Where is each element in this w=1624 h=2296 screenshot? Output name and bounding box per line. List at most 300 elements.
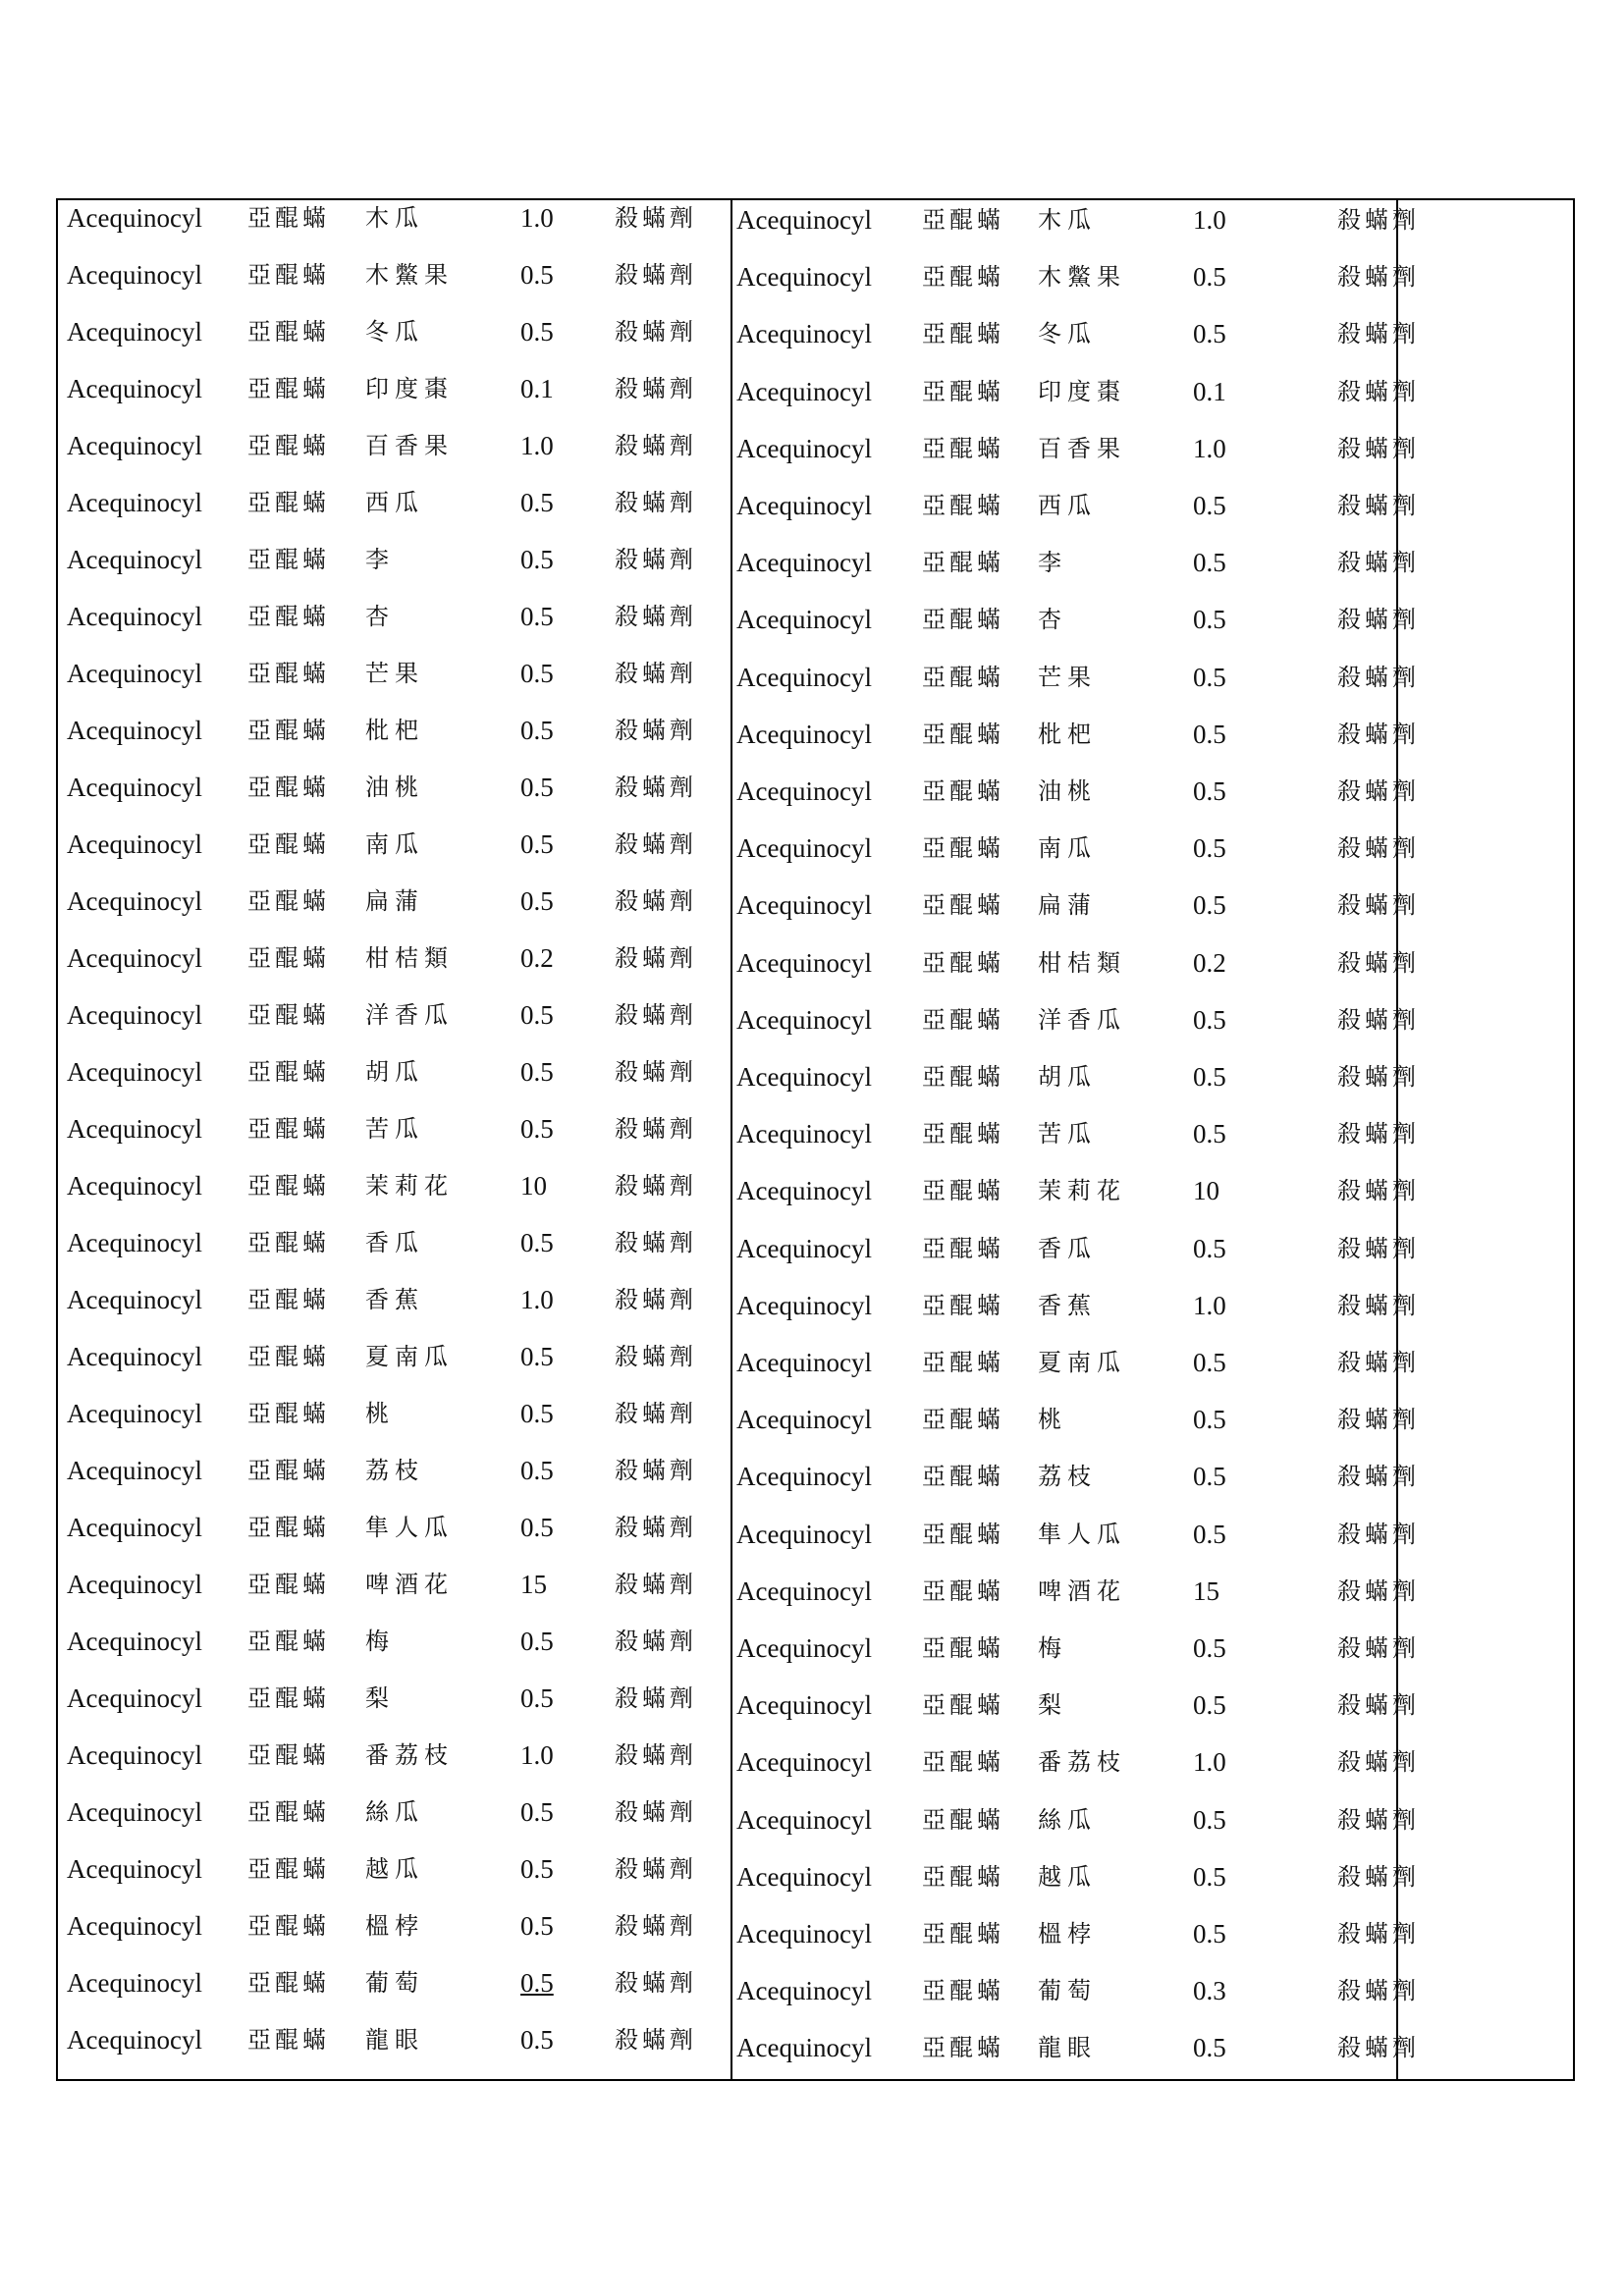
mrl-value: 0.5 — [1193, 1062, 1226, 1092]
mrl-value: 0.5 — [1193, 2033, 1226, 2063]
pesticide-name-zh: 亞醌蟎 — [922, 1520, 1004, 1548]
pesticide-type: 殺蟎劑 — [615, 1628, 697, 1655]
pesticide-name: Acequinocyl — [67, 1968, 202, 1998]
pesticide-name-zh: 亞醌蟎 — [247, 1001, 330, 1029]
pesticide-name: Acequinocyl — [67, 943, 202, 973]
pesticide-type: 殺蟎劑 — [615, 603, 697, 630]
table-row — [58, 312, 730, 351]
table-row — [732, 257, 1420, 296]
table-row — [58, 1337, 730, 1376]
pesticide-name: Acequinocyl — [67, 829, 202, 859]
crop-name: 荔枝 — [365, 1457, 424, 1484]
table-row — [732, 1629, 1420, 1668]
crop-name: 龍眼 — [1038, 2034, 1097, 2062]
mrl-value: 15 — [520, 1570, 547, 1599]
pesticide-name: Acequinocyl — [67, 1285, 202, 1314]
pesticide-name-zh: 亞醌蟎 — [247, 1286, 330, 1313]
pesticide-name: Acequinocyl — [736, 491, 872, 520]
table-row — [732, 1857, 1420, 1896]
pesticide-type: 殺蟎劑 — [615, 1741, 697, 1769]
pesticide-name: Acequinocyl — [67, 260, 202, 290]
pesticide-name-zh: 亞醌蟎 — [922, 720, 1004, 748]
table-row — [732, 1171, 1420, 1210]
mrl-value: 0.5 — [520, 1399, 554, 1428]
table-row — [732, 1914, 1420, 1953]
pesticide-type: 殺蟎劑 — [615, 1798, 697, 1826]
table-row — [732, 943, 1420, 983]
pesticide-name-zh: 亞醌蟎 — [922, 1634, 1004, 1662]
crop-name: 杏 — [1038, 606, 1067, 634]
pesticide-type: 殺蟎劑 — [1337, 377, 1420, 405]
pesticide-type: 殺蟎劑 — [1337, 1063, 1420, 1091]
pesticide-type: 殺蟎劑 — [1337, 948, 1420, 977]
pesticide-name-zh: 亞醌蟎 — [922, 549, 1004, 577]
mrl-value: 0.5 — [520, 1342, 554, 1371]
mrl-value: 0.5 — [1193, 605, 1226, 635]
pesticide-name-zh: 亞醌蟎 — [247, 1684, 330, 1712]
mrl-value: 0.5 — [520, 1000, 554, 1030]
pesticide-type: 殺蟎劑 — [1337, 606, 1420, 634]
table-row — [58, 768, 730, 807]
pesticide-type: 殺蟎劑 — [1337, 434, 1420, 462]
crop-name: 洋香瓜 — [365, 1001, 454, 1029]
pesticide-name: Acequinocyl — [736, 1348, 872, 1377]
pesticide-name-zh: 亞醌蟎 — [247, 1571, 330, 1598]
crop-name: 冬瓜 — [1038, 320, 1097, 348]
pesticide-type: 殺蟎劑 — [615, 887, 697, 915]
table-row — [732, 1114, 1420, 1153]
pesticide-type: 殺蟎劑 — [615, 1229, 697, 1256]
pesticide-type: 殺蟎劑 — [1337, 891, 1420, 920]
crop-name: 荔枝 — [1038, 1463, 1097, 1491]
pesticide-name: Acequinocyl — [736, 1804, 872, 1835]
pesticide-name: Acequinocyl — [67, 203, 202, 233]
pesticide-name-zh: 亞醌蟎 — [922, 1862, 1004, 1891]
mrl-value: 0.5 — [520, 1627, 554, 1656]
mrl-value: 0.5 — [520, 1228, 554, 1257]
pesticide-name-zh: 亞醌蟎 — [922, 1177, 1004, 1205]
mrl-value: 15 — [1193, 1575, 1219, 1606]
mrl-value: 0.3 — [1193, 1976, 1226, 2006]
crop-name: 木鱉果 — [365, 261, 454, 289]
crop-name: 梨 — [365, 1684, 395, 1712]
pesticide-name: Acequinocyl — [67, 1228, 202, 1257]
mrl-value: 1.0 — [1193, 205, 1226, 235]
pesticide-name: Acequinocyl — [67, 1854, 202, 1884]
table-row — [58, 881, 730, 921]
pesticide-name-zh: 亞醌蟎 — [247, 1514, 330, 1541]
table-row — [58, 1451, 730, 1490]
pesticide-name-zh: 亞醌蟎 — [922, 1748, 1004, 1777]
crop-name: 香蕉 — [365, 1286, 424, 1313]
mrl-value: 0.5 — [520, 1456, 554, 1485]
pesticide-type: 殺蟎劑 — [615, 717, 697, 744]
crop-name: 苦瓜 — [365, 1115, 424, 1143]
pesticide-name: Acequinocyl — [67, 716, 202, 745]
table-row — [732, 1057, 1420, 1096]
pesticide-name-zh: 亞醌蟎 — [922, 1005, 1004, 1034]
table-row — [58, 198, 730, 238]
pesticide-name-zh: 亞醌蟎 — [922, 492, 1004, 519]
table-row — [732, 1572, 1420, 1611]
mrl-value: 1.0 — [1193, 1290, 1226, 1320]
mrl-value: 0.5 — [1193, 1004, 1226, 1035]
pesticide-name: Acequinocyl — [736, 890, 872, 921]
pesticide-name: Acequinocyl — [67, 1342, 202, 1371]
pesticide-type: 殺蟎劑 — [615, 1172, 697, 1200]
table-row — [58, 1735, 730, 1775]
table-row — [58, 369, 730, 408]
pesticide-type: 殺蟎劑 — [1337, 1005, 1420, 1034]
pesticide-name: Acequinocyl — [736, 1004, 872, 1035]
table-row — [58, 1565, 730, 1604]
pesticide-type: 殺蟎劑 — [1337, 1463, 1420, 1491]
mrl-value: 0.5 — [1193, 1633, 1226, 1663]
crop-name: 梅 — [1038, 1634, 1067, 1662]
crop-name: 梅 — [365, 1628, 395, 1655]
pesticide-type: 殺蟎劑 — [615, 375, 697, 402]
table-row — [58, 1280, 730, 1319]
pesticide-name: Acequinocyl — [736, 833, 872, 864]
crop-name: 越瓜 — [1038, 1862, 1097, 1891]
crop-name: 桃 — [1038, 1406, 1067, 1434]
crop-name: 印度棗 — [365, 375, 454, 402]
mrl-value: 0.5 — [1193, 1919, 1226, 1949]
pesticide-name-zh: 亞醌蟎 — [247, 1912, 330, 1940]
table-row — [58, 1622, 730, 1661]
pesticide-name: Acequinocyl — [736, 1861, 872, 1892]
table-row — [732, 1971, 1420, 2010]
mrl-value: 0.5 — [1193, 491, 1226, 520]
mrl-value: 0.5 — [1193, 662, 1226, 692]
pesticide-type: 殺蟎劑 — [615, 432, 697, 459]
pesticide-name: Acequinocyl — [736, 1633, 872, 1663]
pesticide-type: 殺蟎劑 — [615, 546, 697, 573]
crop-name: 榲桲 — [365, 1912, 424, 1940]
crop-name: 芒果 — [365, 660, 424, 687]
crop-name: 油桃 — [365, 774, 424, 801]
pesticide-name-zh: 亞醌蟎 — [922, 320, 1004, 348]
pesticide-type: 殺蟎劑 — [1337, 834, 1420, 863]
pesticide-type: 殺蟎劑 — [1337, 1291, 1420, 1319]
table-row — [58, 1963, 730, 2002]
crop-name: 南瓜 — [365, 830, 424, 858]
pesticide-type: 殺蟎劑 — [615, 1400, 697, 1427]
mrl-value: 0.5 — [1193, 1690, 1226, 1721]
pesticide-name-zh: 亞醌蟎 — [247, 1457, 330, 1484]
mrl-value: 0.5 — [1193, 776, 1226, 806]
crop-name: 印度棗 — [1038, 377, 1126, 405]
pesticide-name-zh: 亞醌蟎 — [922, 1920, 1004, 1948]
pesticide-name-zh: 亞醌蟎 — [247, 318, 330, 346]
pesticide-type: 殺蟎劑 — [1337, 777, 1420, 805]
pesticide-name-zh: 亞醌蟎 — [922, 1691, 1004, 1720]
pesticide-name: Acequinocyl — [736, 947, 872, 978]
pesticide-type: 殺蟎劑 — [1337, 1634, 1420, 1662]
table-row — [58, 654, 730, 693]
crop-name: 杏 — [365, 603, 395, 630]
crop-name: 絲瓜 — [1038, 1805, 1097, 1834]
table-row — [732, 600, 1420, 639]
pesticide-name-zh: 亞醌蟎 — [247, 1798, 330, 1826]
pesticide-type: 殺蟎劑 — [1337, 492, 1420, 519]
crop-name: 龍眼 — [365, 2026, 424, 2054]
table-row — [58, 1906, 730, 1946]
mrl-value: 0.5 — [520, 488, 554, 517]
crop-name: 葡萄 — [365, 1969, 424, 1997]
mrl-value: 1.0 — [520, 431, 554, 460]
pesticide-name: Acequinocyl — [67, 431, 202, 460]
table-row — [58, 483, 730, 522]
pesticide-name: Acequinocyl — [67, 1171, 202, 1201]
pesticide-type: 殺蟎劑 — [1337, 1691, 1420, 1720]
pesticide-name: Acequinocyl — [67, 1683, 202, 1713]
table-row — [58, 1849, 730, 1889]
crop-name: 冬瓜 — [365, 318, 424, 346]
pesticide-name-zh: 亞醌蟎 — [247, 1400, 330, 1427]
table-row — [58, 825, 730, 864]
crop-name: 番荔枝 — [1038, 1748, 1126, 1777]
pesticide-type: 殺蟎劑 — [615, 204, 697, 232]
pesticide-name-zh: 亞醌蟎 — [922, 1977, 1004, 2005]
pesticide-name: Acequinocyl — [67, 1114, 202, 1144]
pesticide-name-zh: 亞醌蟎 — [247, 603, 330, 630]
pesticide-type: 殺蟎劑 — [1337, 720, 1420, 748]
mrl-value: 0.5 — [520, 886, 554, 916]
pesticide-type: 殺蟎劑 — [1337, 263, 1420, 292]
crop-name: 南瓜 — [1038, 834, 1097, 863]
pesticide-type: 殺蟎劑 — [615, 1912, 697, 1940]
pesticide-type: 殺蟎劑 — [1337, 1234, 1420, 1262]
pesticide-name: Acequinocyl — [67, 886, 202, 916]
table-row — [732, 314, 1420, 353]
pesticide-name: Acequinocyl — [67, 1627, 202, 1656]
mrl-value: 0.5 — [520, 545, 554, 574]
crop-name: 枇杷 — [1038, 720, 1097, 748]
pesticide-type: 殺蟎劑 — [1337, 1576, 1420, 1605]
pesticide-type: 殺蟎劑 — [615, 1571, 697, 1598]
table-row — [732, 1343, 1420, 1382]
crop-name: 隼人瓜 — [365, 1514, 454, 1541]
mrl-value: 0.5 — [1193, 719, 1226, 749]
mrl-value: 0.5 — [1193, 1462, 1226, 1492]
pesticide-type: 殺蟎劑 — [615, 774, 697, 801]
pesticide-name: Acequinocyl — [736, 1290, 872, 1320]
pesticide-type: 殺蟎劑 — [1337, 1977, 1420, 2005]
pesticide-name-zh: 亞醌蟎 — [247, 1058, 330, 1086]
table-row — [732, 885, 1420, 925]
pesticide-name: Acequinocyl — [67, 1570, 202, 1599]
table-row — [732, 1229, 1420, 1268]
table-row — [732, 1457, 1420, 1496]
pesticide-name: Acequinocyl — [736, 1062, 872, 1092]
pesticide-name-zh: 亞醌蟎 — [922, 1234, 1004, 1262]
pesticide-name-zh: 亞醌蟎 — [247, 489, 330, 516]
pesticide-name-zh: 亞醌蟎 — [922, 1291, 1004, 1319]
pesticide-name-zh: 亞醌蟎 — [922, 1576, 1004, 1605]
pesticide-type: 殺蟎劑 — [1337, 2034, 1420, 2062]
mrl-value: 0.5 — [1193, 833, 1226, 864]
table-row — [58, 1166, 730, 1205]
pesticide-name: Acequinocyl — [736, 548, 872, 578]
mrl-value: 0.5 — [520, 260, 554, 290]
pesticide-type: 殺蟎劑 — [1337, 1862, 1420, 1891]
pesticide-name: Acequinocyl — [67, 659, 202, 688]
pesticide-name: Acequinocyl — [67, 317, 202, 347]
pesticide-name-zh: 亞醌蟎 — [247, 1855, 330, 1883]
pesticide-name: Acequinocyl — [736, 205, 872, 235]
pesticide-name-zh: 亞醌蟎 — [247, 717, 330, 744]
mrl-value: 0.5 — [1193, 890, 1226, 921]
crop-name: 柑桔類 — [365, 944, 454, 972]
mrl-value: 0.5 — [520, 602, 554, 631]
mrl-value: 0.5 — [1193, 1348, 1226, 1377]
mrl-value: 0.5 — [520, 1854, 554, 1884]
table-row — [732, 1685, 1420, 1725]
pesticide-type: 殺蟎劑 — [615, 1286, 697, 1313]
pesticide-name: Acequinocyl — [67, 1740, 202, 1770]
table-row — [732, 772, 1420, 811]
table-row — [58, 1052, 730, 1092]
pesticide-name: Acequinocyl — [67, 545, 202, 574]
table-row — [58, 1109, 730, 1148]
crop-name: 李 — [365, 546, 395, 573]
mrl-value: 0.5 — [520, 1057, 554, 1087]
crop-name: 梨 — [1038, 1691, 1067, 1720]
pesticide-name: Acequinocyl — [736, 1747, 872, 1778]
pesticide-name-zh: 亞醌蟎 — [922, 263, 1004, 292]
pesticide-type: 殺蟎劑 — [615, 830, 697, 858]
table-row — [732, 1400, 1420, 1439]
pesticide-name: Acequinocyl — [67, 2025, 202, 2055]
pesticide-name-zh: 亞醌蟎 — [922, 434, 1004, 462]
crop-name: 茉莉花 — [1038, 1177, 1126, 1205]
table-row — [58, 255, 730, 294]
pesticide-name-zh: 亞醌蟎 — [922, 948, 1004, 977]
pesticide-name-zh: 亞醌蟎 — [247, 1628, 330, 1655]
pesticide-name-zh: 亞醌蟎 — [247, 204, 330, 232]
pesticide-type: 殺蟎劑 — [615, 1969, 697, 1997]
mrl-value: 1.0 — [520, 203, 554, 233]
mrl-value: 10 — [520, 1171, 547, 1201]
crop-name: 啤酒花 — [1038, 1576, 1126, 1605]
notes-column — [1398, 200, 1573, 2079]
mrl-value: 0.5 — [1193, 1519, 1226, 1549]
crop-name: 木瓜 — [365, 204, 424, 232]
pesticide-name: Acequinocyl — [736, 262, 872, 293]
table-row — [732, 486, 1420, 525]
crop-name: 越瓜 — [365, 1855, 424, 1883]
pesticide-name: Acequinocyl — [67, 1513, 202, 1542]
table-row — [732, 828, 1420, 868]
pesticide-type: 殺蟎劑 — [615, 1058, 697, 1086]
pesticide-name: Acequinocyl — [67, 1911, 202, 1941]
pesticide-name-zh: 亞醌蟎 — [922, 206, 1004, 234]
crop-name: 枇杷 — [365, 717, 424, 744]
pesticide-type: 殺蟎劑 — [615, 489, 697, 516]
table-row — [732, 1515, 1420, 1554]
pesticide-type: 殺蟎劑 — [1337, 320, 1420, 348]
pesticide-name-zh: 亞醌蟎 — [247, 1172, 330, 1200]
crop-name: 茉莉花 — [365, 1172, 454, 1200]
crop-name: 葡萄 — [1038, 1977, 1097, 2005]
pesticide-name: Acequinocyl — [67, 1399, 202, 1428]
pesticide-name-zh: 亞醌蟎 — [922, 834, 1004, 863]
pesticide-name-zh: 亞醌蟎 — [247, 774, 330, 801]
pesticide-name-zh: 亞醌蟎 — [922, 1463, 1004, 1491]
pesticide-type: 殺蟎劑 — [1337, 663, 1420, 691]
pesticide-name: Acequinocyl — [67, 1797, 202, 1827]
mrl-value: 0.5 — [520, 1797, 554, 1827]
crop-name: 香瓜 — [1038, 1234, 1097, 1262]
pesticide-type: 殺蟎劑 — [615, 318, 697, 346]
mrl-value: 1.0 — [1193, 1747, 1226, 1778]
pesticide-name-zh: 亞醌蟎 — [247, 1969, 330, 1997]
pesticide-name: Acequinocyl — [67, 488, 202, 517]
pesticide-name: Acequinocyl — [736, 1119, 872, 1149]
pesticide-name: Acequinocyl — [67, 1456, 202, 1485]
mrl-value: 0.5 — [520, 1513, 554, 1542]
pesticide-name: Acequinocyl — [736, 605, 872, 635]
pesticide-name-zh: 亞醌蟎 — [922, 1805, 1004, 1834]
table-row — [732, 658, 1420, 697]
mrl-value: 0.5 — [520, 716, 554, 745]
pesticide-name-zh: 亞醌蟎 — [922, 606, 1004, 634]
mrl-value: 0.5 — [520, 659, 554, 688]
pesticide-name: Acequinocyl — [736, 433, 872, 463]
pesticide-name-zh: 亞醌蟎 — [922, 377, 1004, 405]
pesticide-name-zh: 亞醌蟎 — [247, 375, 330, 402]
pesticide-type: 殺蟎劑 — [1337, 1805, 1420, 1834]
mrl-value: 0.2 — [520, 943, 554, 973]
pesticide-name-zh: 亞醌蟎 — [247, 887, 330, 915]
pesticide-name: Acequinocyl — [67, 1057, 202, 1087]
pesticide-type: 殺蟎劑 — [1337, 549, 1420, 577]
mrl-value: 0.5 — [1193, 1804, 1226, 1835]
pesticide-name-zh: 亞醌蟎 — [922, 891, 1004, 920]
pesticide-name-zh: 亞醌蟎 — [247, 546, 330, 573]
pesticide-name: Acequinocyl — [736, 2033, 872, 2063]
table-row — [732, 715, 1420, 754]
pesticide-type: 殺蟎劑 — [1337, 1748, 1420, 1777]
mrl-value: 0.5 — [1193, 548, 1226, 578]
table-row — [58, 995, 730, 1035]
pesticide-name: Acequinocyl — [67, 374, 202, 403]
crop-name: 西瓜 — [365, 489, 424, 516]
mrl-value: 0.5 — [520, 317, 554, 347]
pesticide-name: Acequinocyl — [736, 776, 872, 806]
table-row — [58, 2020, 730, 2059]
mrl-value: 0.5 — [1193, 1861, 1226, 1892]
pesticide-type: 殺蟎劑 — [615, 261, 697, 289]
table-row — [58, 1792, 730, 1832]
crop-name: 木鱉果 — [1038, 263, 1126, 292]
pesticide-type: 殺蟎劑 — [1337, 1120, 1420, 1148]
pesticide-type: 殺蟎劑 — [1337, 1520, 1420, 1548]
crop-name: 百香果 — [365, 432, 454, 459]
crop-name: 百香果 — [1038, 434, 1126, 462]
table-row — [732, 543, 1420, 582]
pesticide-name: Acequinocyl — [736, 1519, 872, 1549]
pesticide-name: Acequinocyl — [736, 319, 872, 349]
crop-name: 隼人瓜 — [1038, 1520, 1126, 1548]
pesticide-type: 殺蟎劑 — [1337, 1920, 1420, 1948]
table-row — [732, 1286, 1420, 1325]
pesticide-type: 殺蟎劑 — [615, 2026, 697, 2054]
pesticide-name: Acequinocyl — [736, 1919, 872, 1949]
pesticide-name-zh: 亞醌蟎 — [247, 261, 330, 289]
crop-name: 李 — [1038, 549, 1067, 577]
